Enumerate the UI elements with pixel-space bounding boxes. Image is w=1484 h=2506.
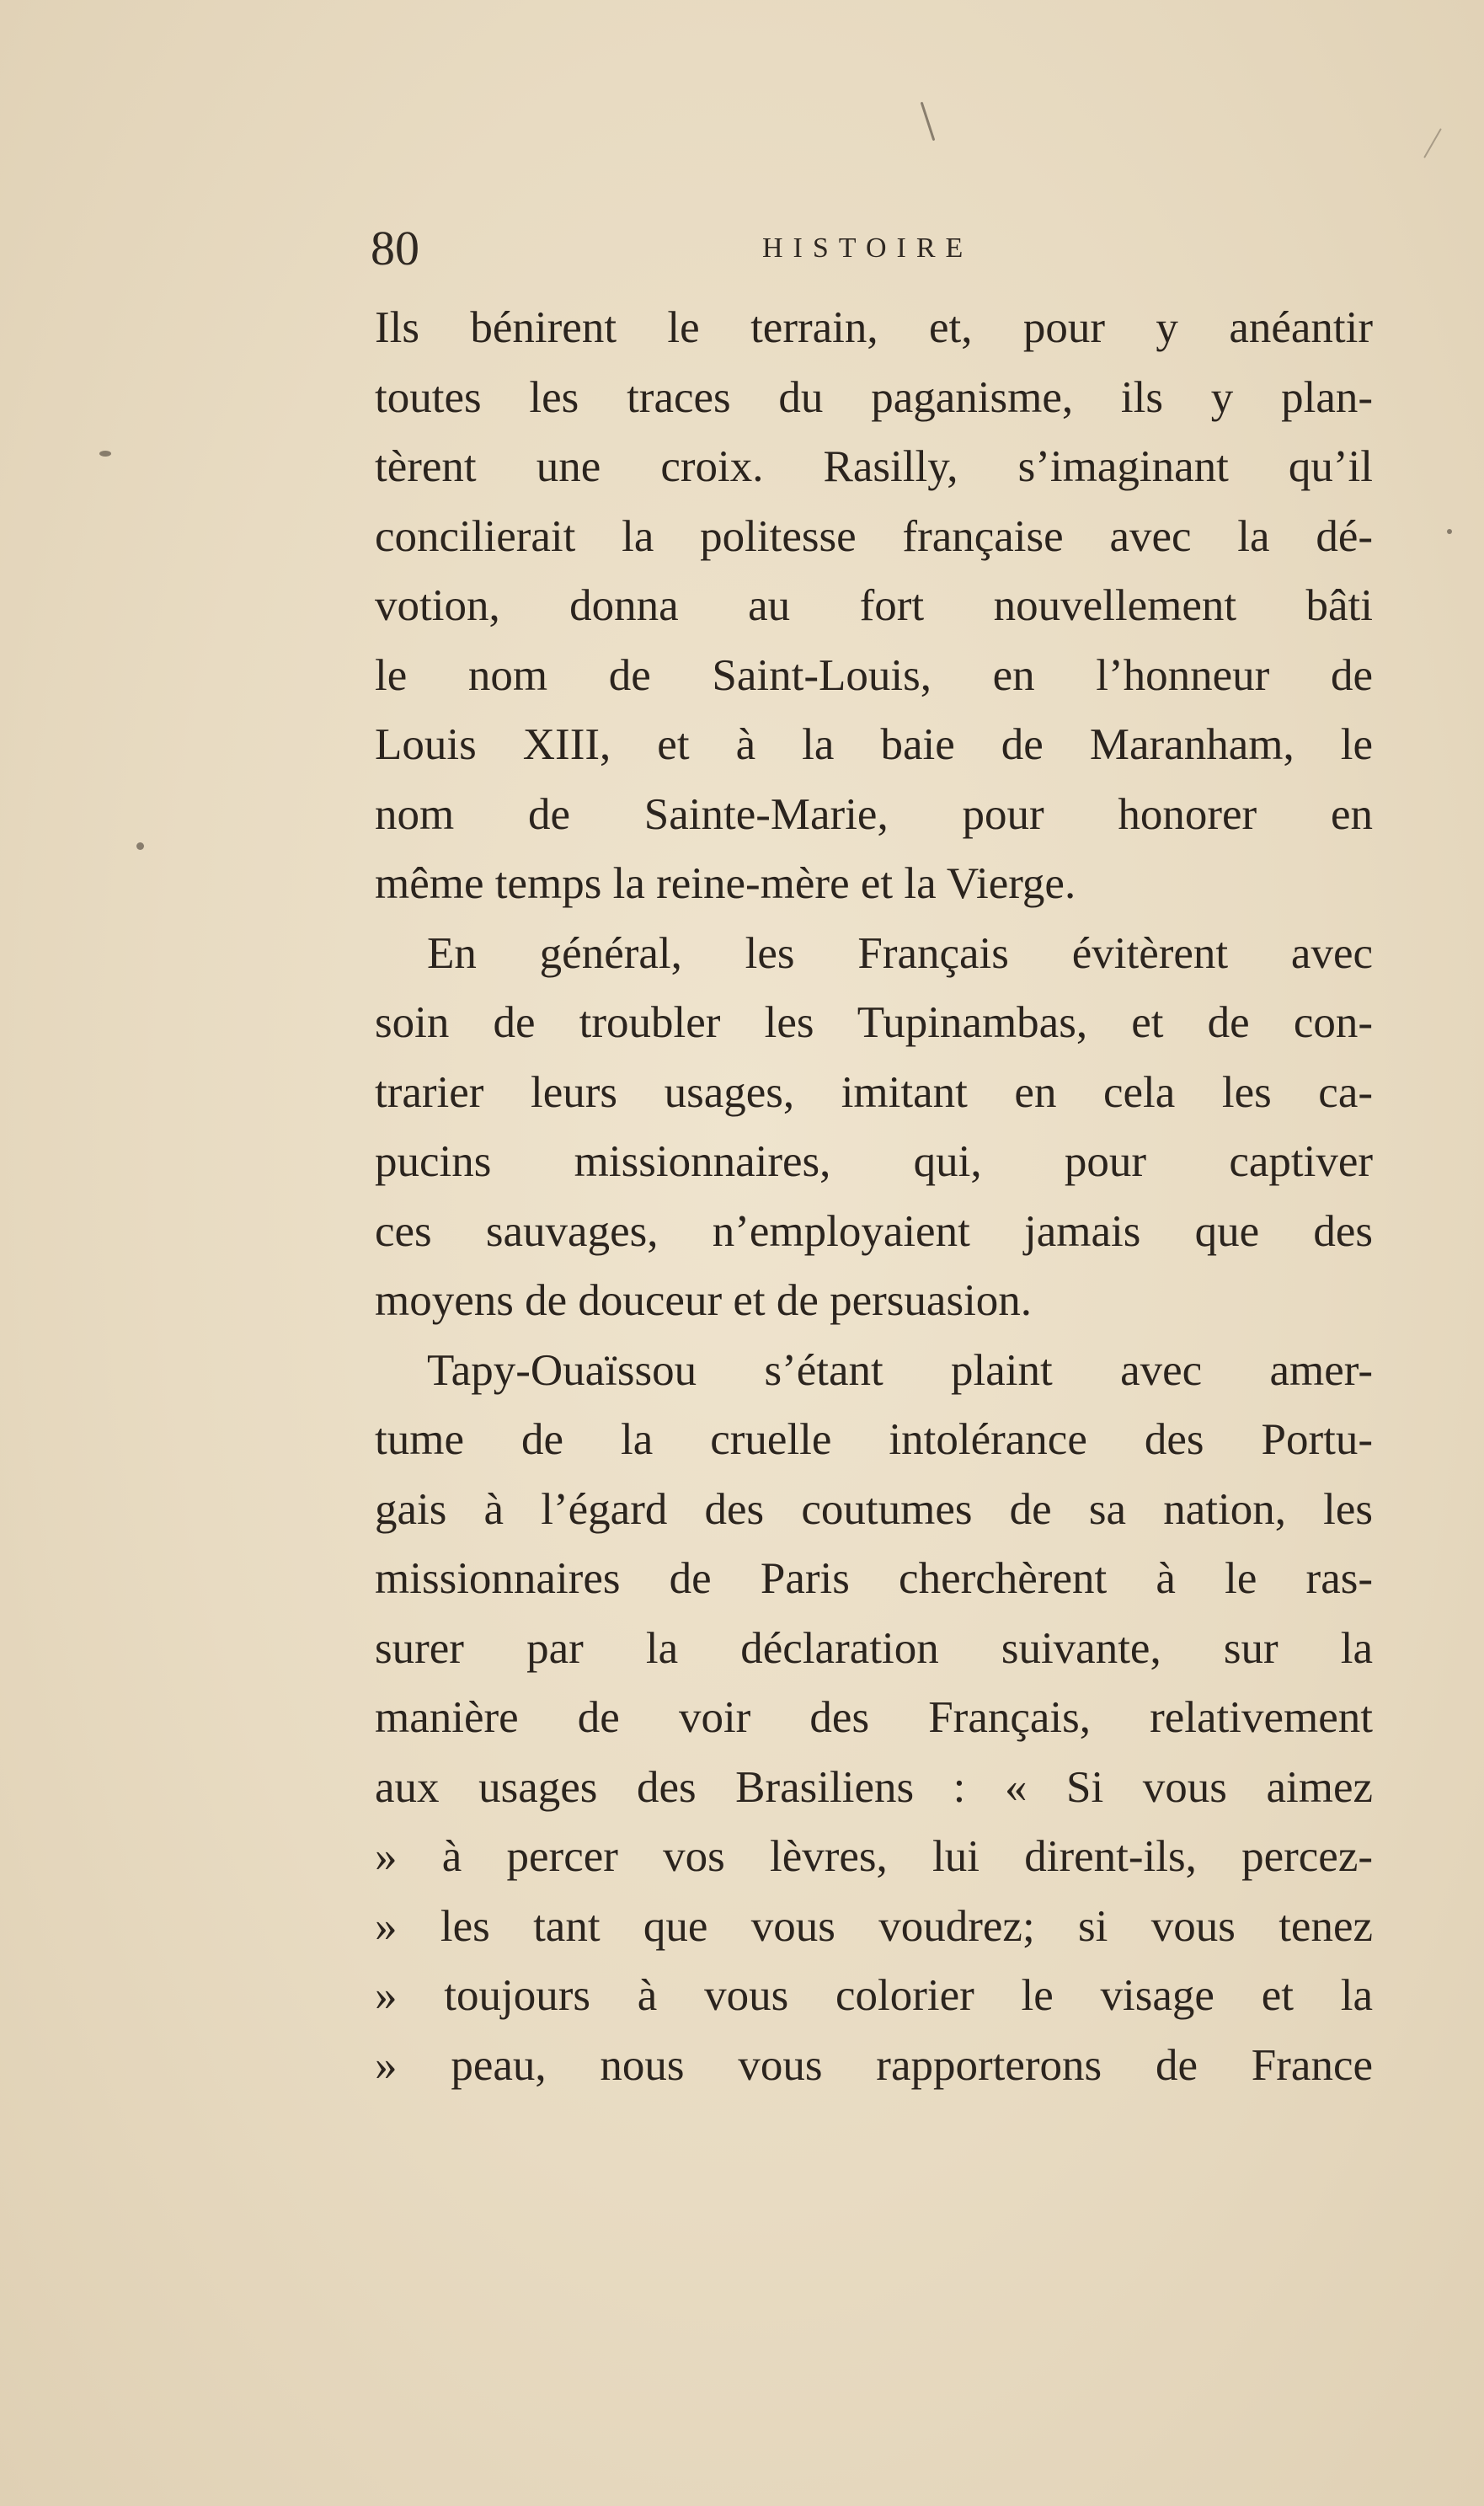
text-line: Tapy-Ouaïssou s’étant plaint avec amer- bbox=[427, 1345, 1373, 1395]
body-text bbox=[375, 293, 1373, 2100]
text-line: concilierait la politesse française avec la dé- bbox=[375, 511, 1373, 561]
text-line: » les tant que vous voudrez; si vous tenez bbox=[375, 1901, 1373, 1951]
paper-speck bbox=[921, 102, 936, 142]
text-line: » à percer vos lèvres, lui dirent-ils, percez- bbox=[375, 1832, 1373, 1881]
paper-speck bbox=[1423, 128, 1442, 158]
text-line: Ils bénirent le terrain, et, pour y anéantir bbox=[375, 303, 1373, 352]
page-header bbox=[371, 215, 1381, 282]
text-line: toutes les traces du paganisme, ils y plan- bbox=[375, 372, 1373, 422]
text-line: Louis XIII, et à la baie de Maranham, le bbox=[375, 720, 1373, 769]
text-line: soin de troubler les Tupinambas, et de con- bbox=[375, 998, 1373, 1047]
text-line: gais à l’égard des coutumes de sa nation, les bbox=[375, 1484, 1373, 1534]
text-line: trarier leurs usages, imitant en cela les ca- bbox=[375, 1067, 1373, 1117]
text-line: le nom de Saint-Louis, en l’honneur de bbox=[375, 650, 1373, 700]
running-head: HISTOIRE bbox=[762, 232, 974, 264]
text-line: pucins missionnaires, qui, pour captiver bbox=[375, 1137, 1373, 1186]
text-line: aux usages des Brasiliens : « Si vous aimez bbox=[375, 1762, 1373, 1812]
text-line: » toujours à vous colorier le visage et la bbox=[375, 1971, 1373, 2020]
paper-speck bbox=[1447, 529, 1452, 534]
text-line: manière de voir des Français, relativement bbox=[375, 1693, 1373, 1742]
text-line: moyens de douceur et de persuasion. bbox=[375, 1276, 1033, 1325]
page-number: 80 bbox=[371, 221, 419, 275]
text-line: missionnaires de Paris cherchèrent à le ras- bbox=[375, 1554, 1373, 1603]
text-line: surer par la déclaration suivante, sur la bbox=[375, 1623, 1373, 1673]
text-line: » peau, nous vous rapporterons de France bbox=[375, 2040, 1373, 2090]
paper-speck bbox=[136, 842, 144, 850]
text-line: même temps la reine-mère et la Vierge. bbox=[375, 859, 1076, 908]
text-line: En général, les Français évitèrent avec bbox=[427, 928, 1373, 978]
paper-speck bbox=[99, 451, 111, 457]
text-line: nom de Sainte-Marie, pour honorer en bbox=[375, 789, 1373, 839]
text-line: tume de la cruelle intolérance des Portu- bbox=[375, 1415, 1373, 1464]
text-line: tèrent une croix. Rasilly, s’imaginant qu’il bbox=[375, 442, 1373, 491]
text-line: votion, donna au fort nouvellement bâti bbox=[375, 581, 1373, 630]
text-line: ces sauvages, n’employaient jamais que des bbox=[375, 1206, 1373, 1256]
